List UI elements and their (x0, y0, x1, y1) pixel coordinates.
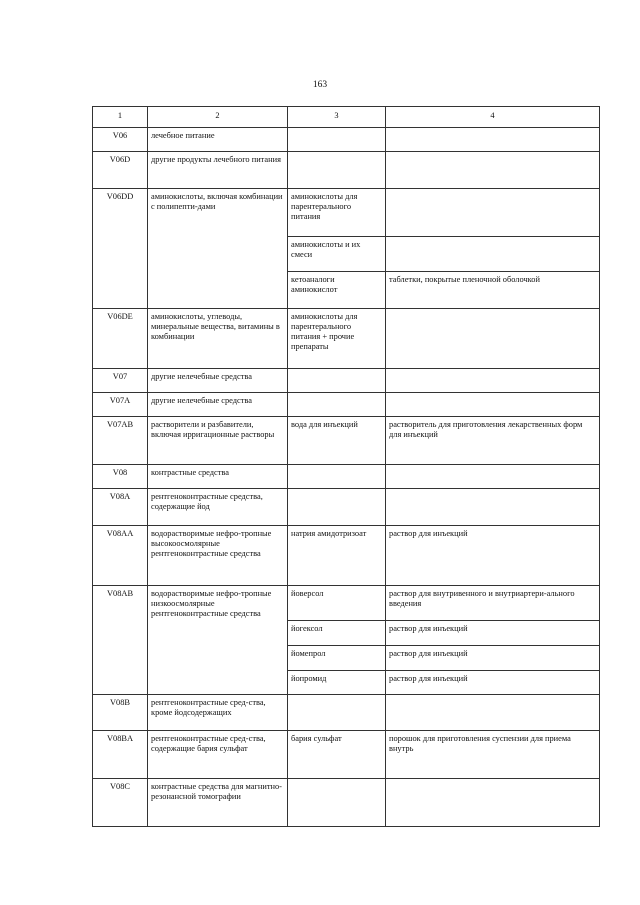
group-name: аминокислоты, включая комбинации с полипепти-дами (148, 189, 288, 309)
dosage-form: таблетки, покрытые пленочной оболочкой (386, 272, 600, 309)
atc-code: V07 (93, 369, 148, 393)
table-row (93, 309, 600, 369)
group-name: контрастные средства (148, 465, 288, 489)
table-row (93, 779, 600, 827)
group-name: другие продукты лечебного питания (148, 152, 288, 189)
dosage-form: раствор для инъекций (386, 526, 600, 586)
group-name: рентгеноконтрастные сред-ства, содержащие бария сульфат (148, 731, 288, 779)
substance (288, 369, 386, 393)
atc-code: V08A (93, 489, 148, 526)
dosage-form: раствор для инъекций (386, 671, 600, 695)
substance: йогексол (288, 621, 386, 646)
substance: вода для инъекций (288, 417, 386, 465)
dosage-form (386, 189, 600, 237)
substance: аминокислоты и их смеси (288, 237, 386, 272)
atc-code: V06DE (93, 309, 148, 369)
table-row (93, 489, 600, 526)
atc-code: V06DD (93, 189, 148, 309)
group-name: водорастворимые нефро-тропные низкоосмолярные рентгеноконтрастные средства (148, 586, 288, 695)
dosage-form (386, 779, 600, 827)
dosage-form: порошок для приготовления суспензии для приема внутрь (386, 731, 600, 779)
dosage-form: раствор для инъекций (386, 621, 600, 646)
column-header: 3 (288, 107, 386, 128)
dosage-form (386, 128, 600, 152)
group-name: рентгеноконтрастные средства, содержащие йод (148, 489, 288, 526)
group-name: другие нелечебные средства (148, 369, 288, 393)
table-header-row (93, 107, 600, 128)
dosage-form: раствор для внутривенного и внутриартери-ального введения (386, 586, 600, 621)
group-name: водорастворимые нефро-тропные высокоосмолярные рентгеноконтрастные средства (148, 526, 288, 586)
table-row (93, 393, 600, 417)
substance: натрия амидотризоат (288, 526, 386, 586)
dosage-form (386, 152, 600, 189)
table-row (93, 465, 600, 489)
substance (288, 465, 386, 489)
column-header: 1 (93, 107, 148, 128)
atc-code: V07A (93, 393, 148, 417)
column-header: 4 (386, 107, 600, 128)
table-row (93, 369, 600, 393)
dosage-form: растворитель для приготовления лекарственных форм для инъекций (386, 417, 600, 465)
drug-classification-table (92, 106, 600, 827)
substance (288, 152, 386, 189)
substance: йомепрол (288, 646, 386, 671)
atc-code: V06D (93, 152, 148, 189)
dosage-form (386, 465, 600, 489)
dosage-form (386, 695, 600, 731)
table-row (93, 526, 600, 586)
group-name: другие нелечебные средства (148, 393, 288, 417)
dosage-form (386, 369, 600, 393)
table-row (93, 731, 600, 779)
substance (288, 695, 386, 731)
atc-code: V07AB (93, 417, 148, 465)
substance (288, 128, 386, 152)
table-row (93, 695, 600, 731)
atc-code: V08AA (93, 526, 148, 586)
table-row (93, 128, 600, 152)
atc-code: V08C (93, 779, 148, 827)
atc-code: V06 (93, 128, 148, 152)
group-name: рентгеноконтрастные сред-ства, кроме йодсодержащих (148, 695, 288, 731)
substance (288, 489, 386, 526)
atc-code: V08 (93, 465, 148, 489)
table-row (93, 189, 600, 237)
atc-code: V08AB (93, 586, 148, 695)
group-name: лечебное питание (148, 128, 288, 152)
substance: аминокислоты для парентерального питания + прочие препараты (288, 309, 386, 369)
table-row (93, 586, 600, 621)
group-name: растворители и разбавители, включая ирригационные растворы (148, 417, 288, 465)
substance: аминокислоты для парентерального питания (288, 189, 386, 237)
dosage-form: раствор для инъекций (386, 646, 600, 671)
substance (288, 393, 386, 417)
group-name: аминокислоты, углеводы, минеральные вещества, витамины в комбинации (148, 309, 288, 369)
dosage-form (386, 393, 600, 417)
substance (288, 779, 386, 827)
substance: кетоаналоги аминокислот (288, 272, 386, 309)
atc-code: V08BA (93, 731, 148, 779)
substance: йоверсол (288, 586, 386, 621)
dosage-form (386, 237, 600, 272)
dosage-form (386, 309, 600, 369)
table-row (93, 417, 600, 465)
page-number: 163 (312, 80, 328, 90)
column-header: 2 (148, 107, 288, 128)
group-name: контрастные средства для магнитно-резонансной томографии (148, 779, 288, 827)
dosage-form (386, 489, 600, 526)
substance: йопромид (288, 671, 386, 695)
atc-code: V08B (93, 695, 148, 731)
table-row (93, 152, 600, 189)
substance: бария сульфат (288, 731, 386, 779)
